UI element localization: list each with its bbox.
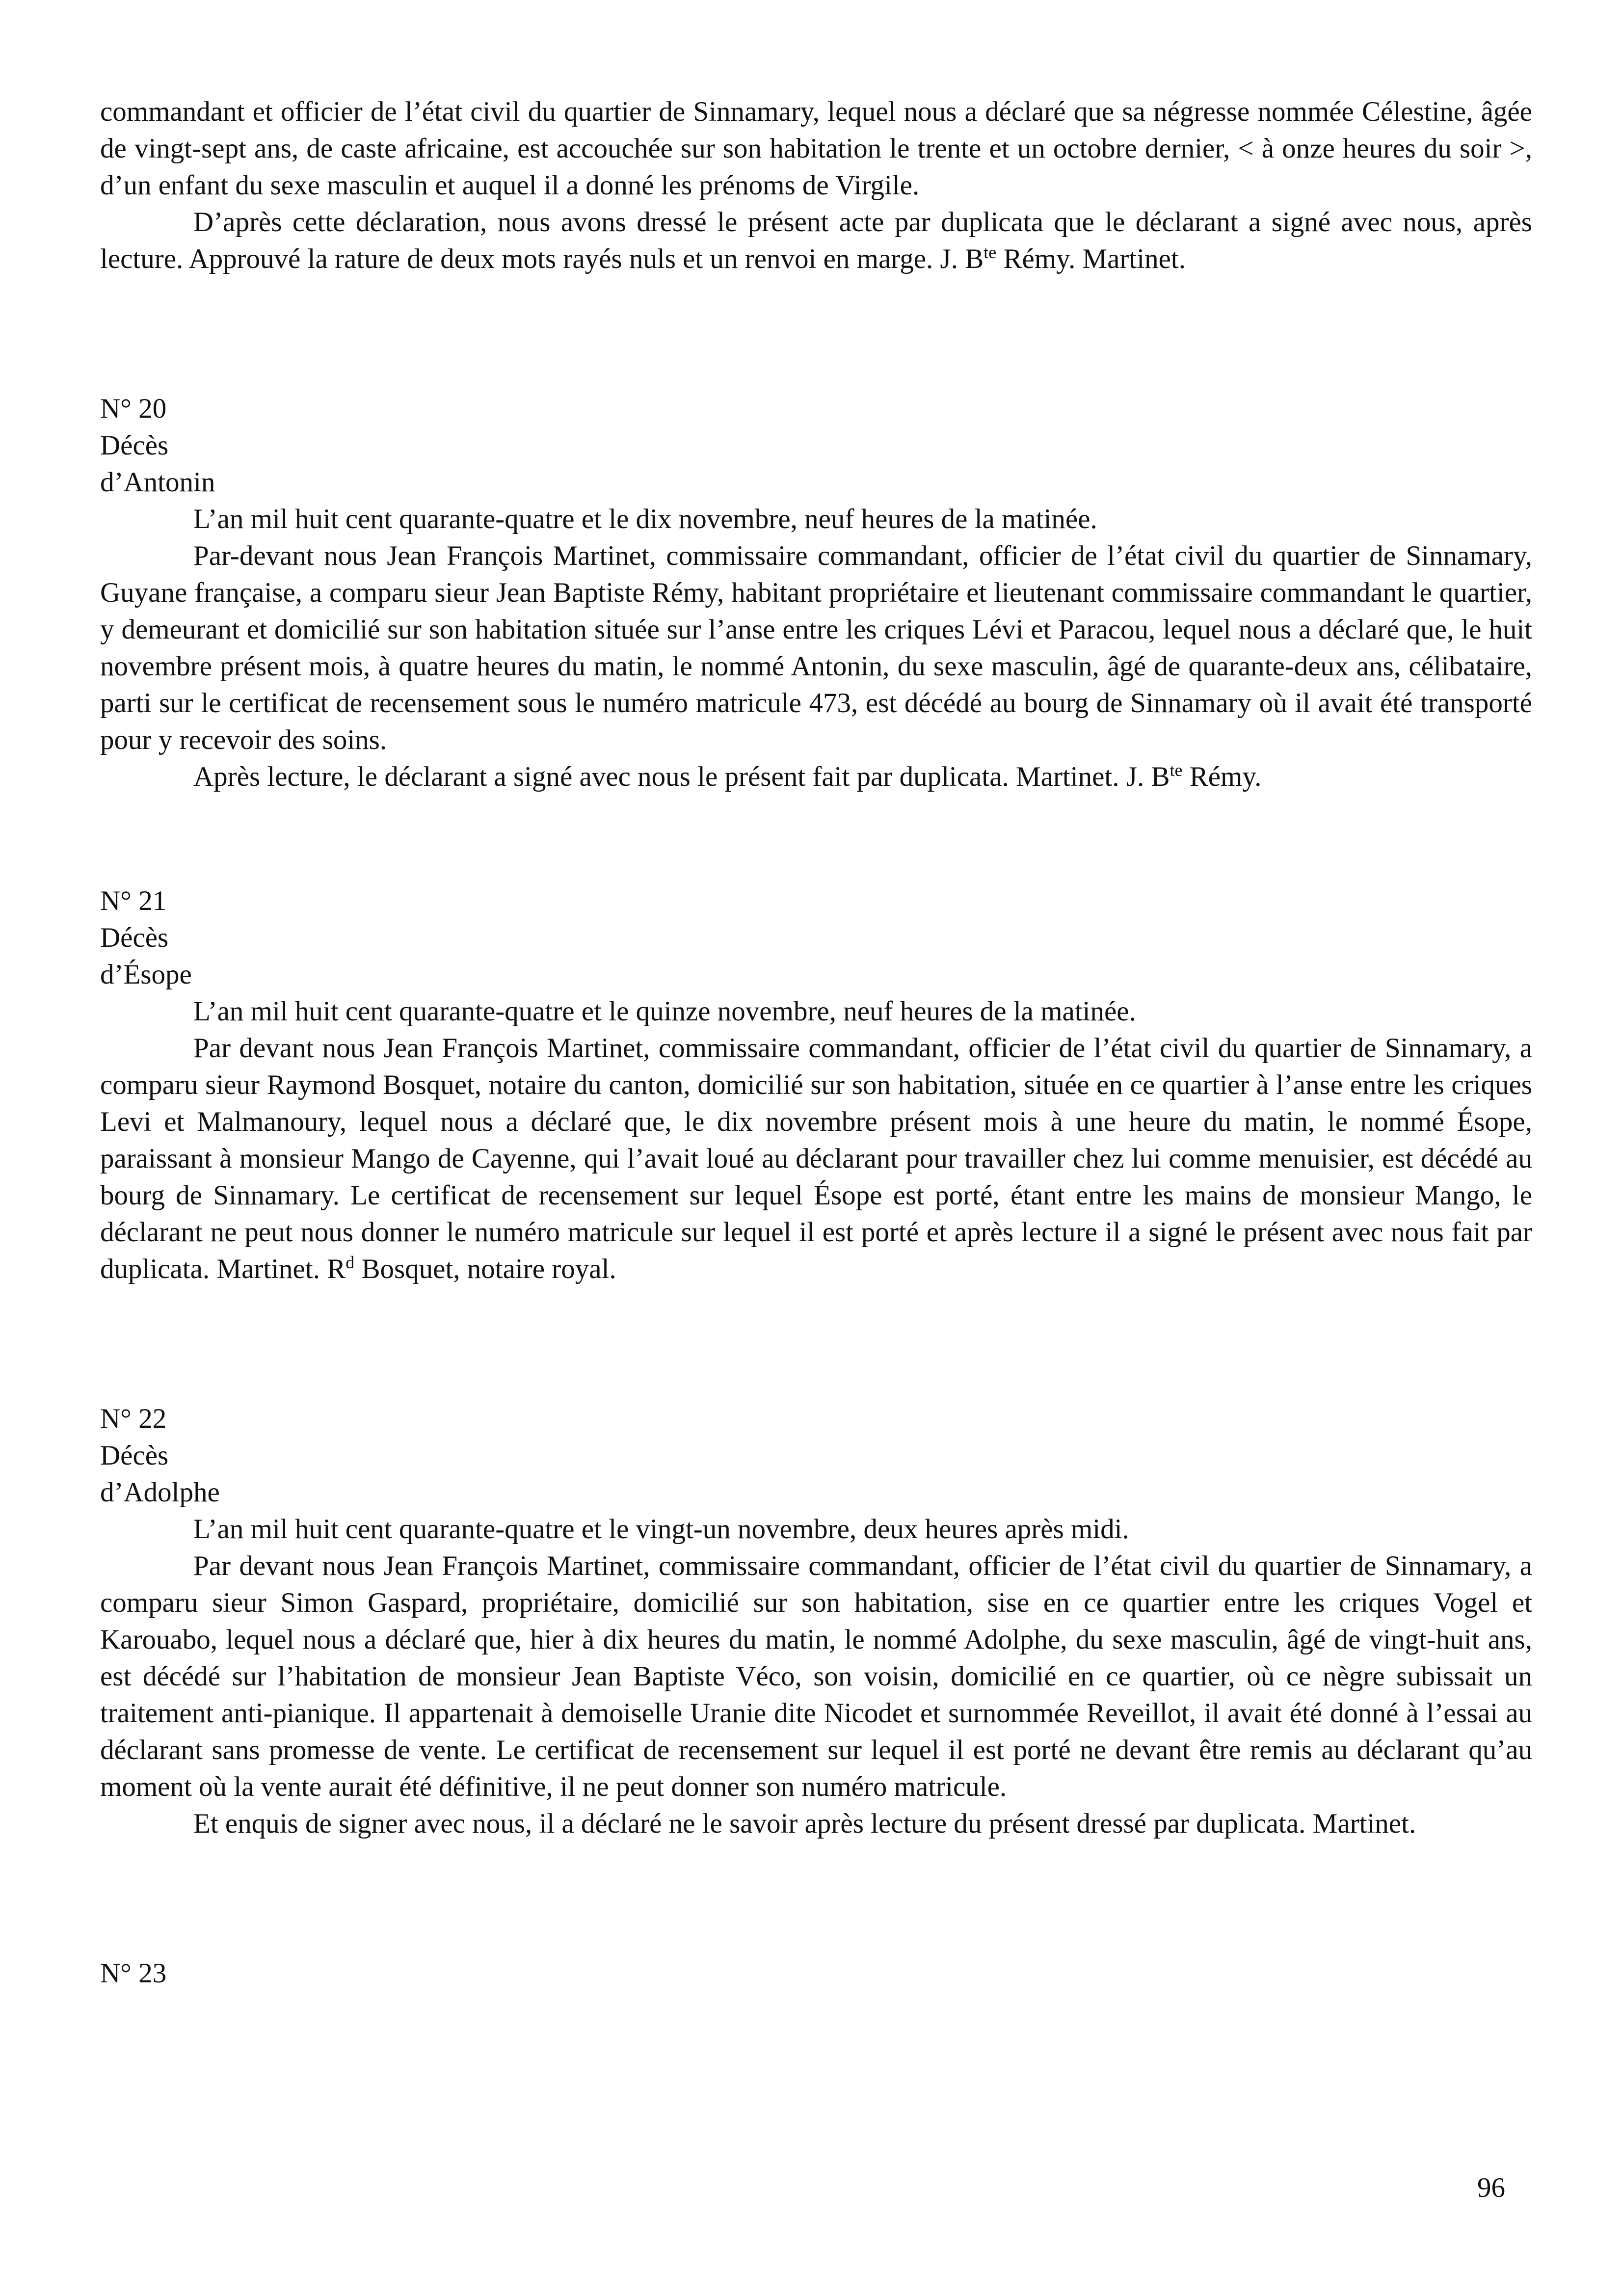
act-number: N° 20 [100,393,167,424]
act-closing-paragraph: Et enquis de signer avec nous, il a déclaré ne le savoir après lecture du présent dressé par duplicata. Martinet. [193,1808,1416,1839]
act-closing-signature: Rémy. [1182,761,1262,792]
act-date-line: L’an mil huit cent quarante-quatre et le vingt-un novembre, deux heures après midi. [193,1514,1129,1545]
act-entry-23 [100,1955,1532,1992]
abbreviation-superscript: d [346,1253,355,1272]
act-body-signature: Bosquet, notaire royal. [354,1254,616,1284]
abbreviation-superscript: te [984,242,997,262]
act-body [100,1030,1532,1287]
act-closing-paragraph [100,204,1532,277]
act-body: Par devant nous Jean François Martinet, commissaire commandant, officier de l’état civil du quartier de Sinnamary, a comparu sieur Simon Gaspard, propriétaire, domicilié sur son habitation, sise en ce quartier entre les criques Vogel et Karouabo, lequel nous a déclaré que, hier à dix heures du matin, le nommé Adolphe, du sexe masculin, âgé de vingt-huit ans, est décédé sur l’habitation de monsieur Jean Baptiste Véco, son voisin, domicilié en ce quartier, où ce nègre subissait un traitement anti-pianique. Il appartenait à demoiselle Uranie dite Nicodet et surnommée Reveillot, il avait été donné à l’essai au déclarant sans promesse de vente. Le certificat de recensement sur lequel il est porté ne devant être remis au déclarant qu’au moment où la vente aurait été définitive, il ne peut donner son numéro matricule. [100,1550,1532,1802]
act-subject-name: d’Ésope [100,959,192,990]
act-body: Par-devant nous Jean François Martinet, commissaire commandant, officier de l’état civil du quartier de Sinnamary, Guyane française, a comparu sieur Jean Baptiste Rémy, habitant propriétaire et lieutenant commissaire commandant le quartier, y demeurant et domicilié sur son habitation située sur l’anse entre les criques Lévi et Paracou, lequel nous a déclaré que, le huit novembre présent mois, à quatre heures du matin, le nommé Antonin, du sexe masculin, âgé de quarante-deux ans, célibataire, parti sur le certificat de recensement sous le numéro matricule 473, est décédé au bourg de Sinnamary où il avait été transporté pour y recevoir des soins. [100,540,1532,755]
act-type: Décès [100,430,169,461]
act-closing-signature: Rémy. Martinet. [996,243,1186,274]
act-closing-text: D’après cette déclaration, nous avons dressé le présent acte par duplicata que le déclarant a signé avec nous, après lecture. Approuvé la rature de deux mots rayés nuls et un renvoi en marge. J. B [100,207,1532,274]
act-entry-22 [100,1400,1532,1842]
act-number: N° 23 [100,1958,167,1989]
act-closing-text: Après lecture, le déclarant a signé avec nous le présent fait par duplicata. Martinet. J. B [193,761,1170,792]
act-subject-name: d’Antonin [100,467,215,498]
act-type: Décès [100,1440,169,1471]
act-number: N° 21 [100,885,167,916]
act-subject-name: d’Adolphe [100,1477,220,1508]
act-type: Décès [100,922,169,953]
abbreviation-superscript: te [1170,760,1183,780]
act-entry-21 [100,882,1532,1287]
act-body-text: Par devant nous Jean François Martinet, commissaire commandant, officier de l’état civil du quartier de Sinnamary, a comparu sieur Raymond Bosquet, notaire du canton, domicilié sur son habitation, située en ce quartier à l’anse entre les criques Levi et Malmanoury, lequel nous a déclaré que, le dix novembre présent mois à une heure du matin, le nommé Ésope, paraissant à monsieur Mango de Cayenne, qui l’avait loué au déclarant pour travailler chez lui comme menuisier, est décédé au bourg de Sinnamary. Le certificat de recensement sur lequel Ésope est porté, étant entre les mains de monsieur Mango, le déclarant ne peut nous donner le numéro matricule sur lequel il est porté et après lecture il a signé le présent avec nous fait par duplicata. Martinet. R [100,1033,1532,1284]
act-date-line: L’an mil huit cent quarante-quatre et le dix novembre, neuf heures de la matinée. [193,504,1097,534]
document-page [100,93,1532,1992]
act-19-continuation [100,93,1532,277]
act-closing-paragraph [100,758,1532,795]
act-entry-20 [100,390,1532,795]
page-number: 96 [1477,2172,1505,2203]
act-paragraph: commandant et officier de l’état civil du quartier de Sinnamary, lequel nous a déclaré que sa négresse nommée Célestine, âgée de vingt-sept ans, de caste africaine, est accouchée sur son habitation le trente et un octobre dernier, < à onze heures du soir >, d’un enfant du sexe masculin et auquel il a donné les prénoms de Virgile. [100,96,1532,201]
act-number: N° 22 [100,1403,167,1434]
act-date-line: L’an mil huit cent quarante-quatre et le quinze novembre, neuf heures de la matinée. [193,996,1136,1027]
